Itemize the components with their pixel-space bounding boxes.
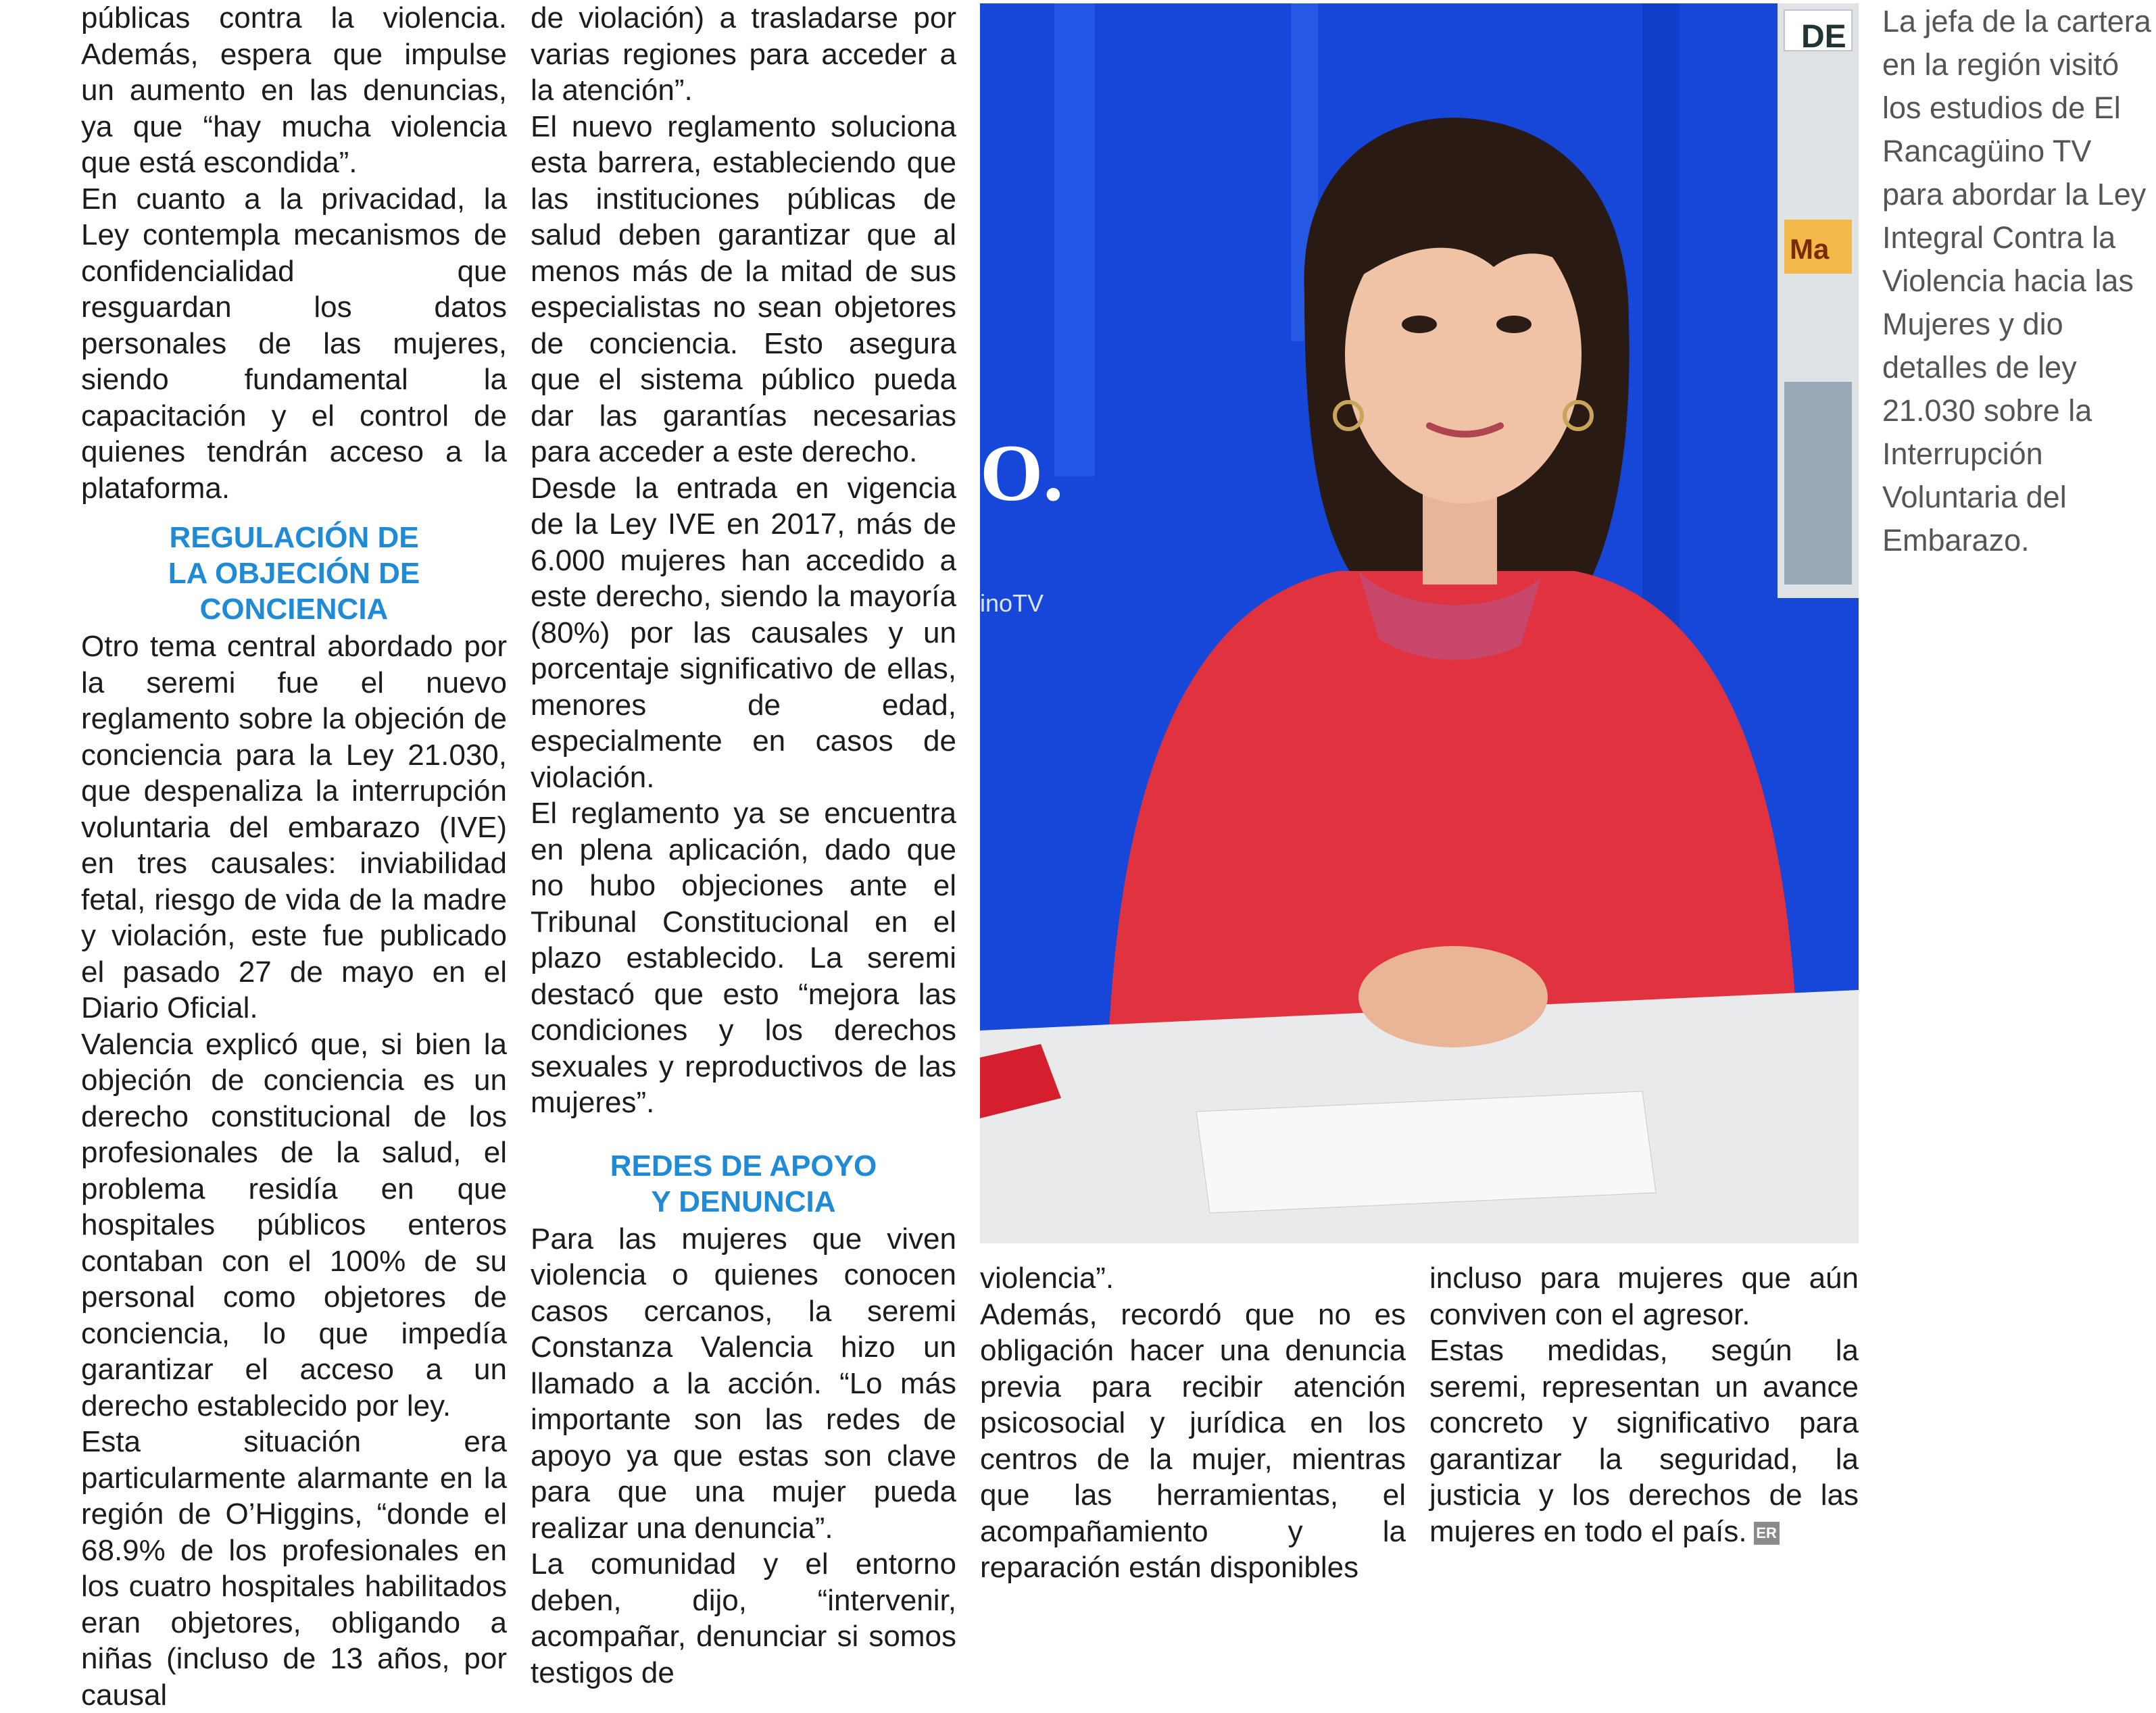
subheading-line: LA OBJECIÓN DE CONCIENCIA xyxy=(168,557,420,626)
article-column-3 xyxy=(980,1260,1406,1586)
paragraph: violencia”. xyxy=(980,1262,1114,1295)
papers-on-desk xyxy=(1196,1091,1656,1213)
paragraph: de violación) a trasladarse por varias regiones para acceder a la atención”. xyxy=(531,1,956,107)
studio-light-stripe xyxy=(1054,3,1095,476)
paragraph: El nuevo reglamento soluciona esta barrera, estableciendo que las instituciones públicas de salud deben garantizar que al menos más de la mitad de sus especialistas no sean objetores de conciencia. Esto asegura que el sistema público pueda dar las garantías necesarias para acceder a este derecho. xyxy=(531,109,956,468)
paragraph: Esta situación era particularmente alarmante en la región de O’Higgins, “donde el 68.9% de los profesionales en los cuatro hospitales habilitados eran objetores, obligando a niñas (incluso de 13 años, por causal xyxy=(81,1425,507,1712)
paragraph xyxy=(1429,1333,1859,1549)
subheading-redes xyxy=(531,1148,956,1220)
article-photo xyxy=(980,3,1859,1243)
eye xyxy=(1496,316,1532,333)
subheading-line: Y DENUNCIA xyxy=(651,1185,836,1218)
photo-caption: La jefa de la cartera en la región visitó los estudios de El Rancagüino TV para abordar la Ley Integral Contra la Violencia hacia las Mujeres y dio detalles de ley 21.030 sobre la Interrupción Voluntaria del Embarazo. xyxy=(1882,4,2151,557)
paragraph: Valencia explicó que, si bien la objeción de conciencia es un derecho constitucional de los profesionales de la salud, el problema residía en que hospitales públicos enteros contaban con el 100% de su personal como objetores de conciencia, lo que impedía garantizar el acceso a un derecho establecido por ley. xyxy=(81,1027,507,1422)
newspaper-photo xyxy=(1784,382,1852,585)
article-column-4 xyxy=(1429,1260,1859,1549)
eye xyxy=(1402,316,1437,333)
final-paragraph-text: Estas medidas, según la seremi, representan un avance concreto y significativo para garantizar la seguridad, la justicia y los derechos de las mujeres en todo el país. xyxy=(1429,1334,1859,1548)
subheading-line: REGULACIÓN DE xyxy=(169,521,419,554)
paragraph: El reglamento ya se encuentra en plena aplicación, dado que no hubo objeciones ante el Tribunal Constitucional en el plazo establecido. La seremi destacó que esto “mejora las condiciones y los derechos sexuales y reproductivos de las mujeres”. xyxy=(531,797,956,1119)
newspaper-text: DE xyxy=(1801,19,1846,55)
paragraph: incluso para mujeres que aún conviven con el agresor. xyxy=(1429,1262,1859,1331)
paragraph: Para las mujeres que viven violencia o quienes conocen casos cercanos, la seremi Constanza Valencia hizo un llamado a la acción. “Lo más importante son las redes de apoyo ya que estas son clave para que una mujer pueda realizar una denuncia”. xyxy=(531,1222,956,1545)
article-column-1 xyxy=(81,0,507,1713)
paragraph: Desde la entrada en vigencia de la Ley IVE en 2017, más de 6.000 mujeres han accedido a este derecho, siendo la mayoría (80%) por las causales y un porcentaje significativo de ellas, menores de edad, especialmente en casos de violación. xyxy=(531,471,956,794)
clasped-hands xyxy=(1358,946,1548,1047)
studio-logo-text: inoTV xyxy=(980,589,1044,617)
newspaper-text: Ma xyxy=(1790,233,1830,265)
paragraph: Otro tema central abordado por la seremi fue el nuevo reglamento sobre la objeción de conciencia para la Ley 21.030, que despenaliza la interrupción voluntaria del embarazo (IVE) en tres causales: inviabilidad fetal, riesgo de vida de la madre y violación, este fue publicado el pasado 27 de mayo en el Diario Oficial. xyxy=(81,630,507,1024)
subheading-objecion xyxy=(81,520,507,627)
photo-illustration xyxy=(980,3,1859,1243)
paragraph: Además, recordó que no es obligación hacer una denuncia previa para recibir atención psicosocial y jurídica en los centros de la mujer, mientras que las herramientas, el acompañamiento y la reparación están disponibles xyxy=(980,1297,1406,1584)
paragraph: La comunidad y el entorno deben, dijo, “intervenir, acompañar, denunciar si somos testigos de xyxy=(531,1547,956,1689)
article-column-2 xyxy=(531,0,956,1691)
studio-logo-letter: O. xyxy=(980,428,1064,518)
paragraph: En cuanto a la privacidad, la Ley contempla mecanismos de confidencialidad que resguardan los datos personales de las mujeres, siendo fundamental la capacitación y el control de quienes tendrán acceso a la plataforma. xyxy=(81,182,507,505)
paragraph: públicas contra la violencia. Además, espera que impulse un aumento en las denuncias, ya que “hay mucha violencia que está escondida”. xyxy=(81,1,507,179)
subheading-line: REDES DE APOYO xyxy=(610,1149,877,1183)
end-of-article-icon: ER xyxy=(1754,1522,1780,1545)
